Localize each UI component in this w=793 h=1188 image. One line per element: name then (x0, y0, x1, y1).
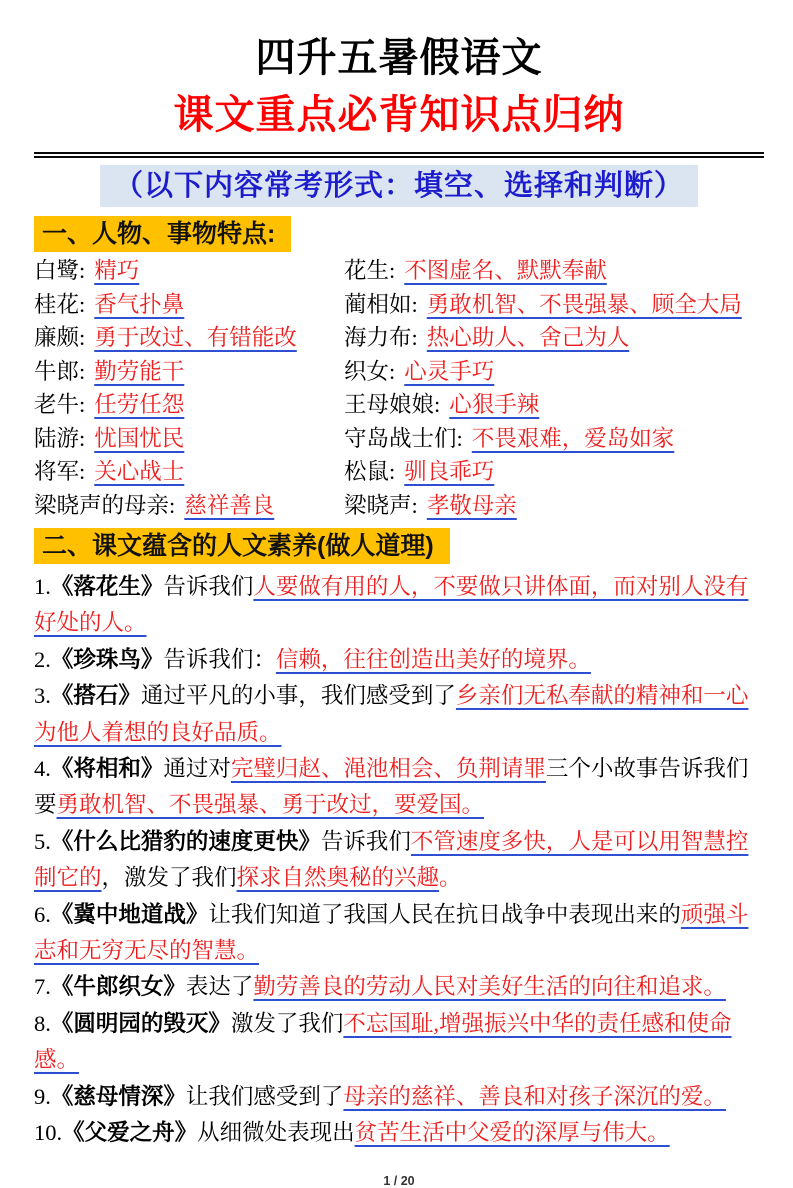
trait-label: 织女: (344, 358, 396, 384)
text-segment: 8. (34, 1010, 51, 1036)
text-segment: 9. (34, 1083, 51, 1109)
trait-value: 心灵手巧 (404, 358, 495, 384)
text-segment: 勇敢机智、不畏强暴、勇于改过，要爱国。 (56, 792, 485, 818)
trait-left-cell (34, 388, 344, 422)
trait-left-cell (34, 422, 344, 456)
trait-label: 梁晓声的母亲: (34, 492, 176, 518)
text-segment: 《什么比猎豹的速度更快》 (50, 828, 321, 854)
trait-label: 花生: (344, 258, 396, 283)
lesson-item (34, 969, 764, 1005)
trait-value: 任劳任怨 (94, 392, 185, 417)
text-segment: 顽强斗志和无穷无尽的智慧。 (34, 901, 749, 964)
trait-left-cell (34, 254, 344, 288)
text-segment: 《落花生》 (50, 574, 164, 599)
lesson-item (34, 1115, 764, 1151)
trait-right-cell (344, 254, 764, 288)
text-segment: 5. (34, 828, 51, 854)
trait-value: 慈祥善良 (184, 492, 275, 518)
trait-left-cell (34, 355, 344, 389)
lesson-item (34, 678, 764, 751)
subtitle-row (34, 165, 764, 207)
trait-right-cell (344, 388, 764, 422)
text-segment: 告诉我们 (320, 828, 411, 854)
text-segment: 《慈母情深》 (50, 1083, 186, 1109)
text-segment: 表达了 (185, 974, 254, 1000)
trait-right-cell (344, 355, 764, 389)
trait-label: 将军: (34, 459, 86, 484)
title-prefix: 四升五暑假语文 (255, 36, 543, 80)
trait-right-cell (344, 321, 764, 355)
text-segment: 激发了我们 (230, 1010, 344, 1036)
trait-value: 心狠手辣 (449, 392, 540, 417)
lesson-item (34, 642, 764, 678)
trait-label: 陆游: (34, 425, 86, 451)
text-segment: 通过平凡的小事，我们感受到了 (140, 683, 456, 709)
trait-right-cell (344, 455, 764, 489)
trait-label: 桂花: (34, 291, 86, 317)
text-segment: 从细微处表现出 (197, 1120, 355, 1146)
trait-value: 驯良乖巧 (404, 459, 495, 484)
text-segment: 探求自然奥秘的兴趣 (236, 865, 440, 891)
text-segment: 《将相和》 (50, 756, 164, 782)
trait-label: 廉颇: (34, 325, 86, 350)
exam-note-banner: （以下内容常考形式：填空、选择和判断） (100, 165, 698, 207)
trait-label: 白鹭: (34, 258, 86, 283)
text-segment: 三个小故事告诉我们要 (34, 756, 749, 818)
lesson-item (34, 569, 764, 642)
trait-left-cell (34, 455, 344, 489)
section-heading-lessons: 二、课文蕴含的人文素养(做人道理) (34, 528, 450, 564)
trait-left-cell (34, 489, 344, 523)
traits-grid (34, 254, 764, 522)
trait-label: 老牛: (34, 392, 86, 417)
trait-value: 勤劳能干 (94, 358, 185, 384)
section-heading-traits: 一、人物、事物特点: (34, 216, 291, 252)
trait-value: 忧国忧民 (94, 425, 185, 451)
text-segment: ，激发了我们 (101, 865, 237, 891)
section2-heading-row (34, 528, 764, 564)
text-segment: 告诉我们 (163, 574, 254, 599)
trait-value: 不畏艰难，爱岛如家 (471, 425, 675, 451)
lesson-item (34, 751, 764, 824)
text-segment: 6. (34, 901, 51, 927)
text-segment: 《父爱之舟》 (62, 1120, 198, 1146)
lesson-item (34, 1079, 764, 1115)
title-highlight: 课文重点必背知识点归纳 (173, 93, 625, 137)
text-segment: 不忘国耻,增强振兴中华的责任感和使命感。 (34, 1010, 732, 1073)
trait-right-cell (344, 489, 764, 523)
page-title (34, 34, 764, 158)
lesson-item (34, 1006, 764, 1079)
text-segment: 通过对 (163, 756, 231, 782)
text-segment: 贫苦生活中父爱的深厚与伟大。 (354, 1120, 670, 1146)
trait-label: 王母娘娘: (344, 392, 441, 417)
trait-label: 海力布: (344, 325, 418, 350)
lessons-list (34, 569, 764, 1152)
trait-left-cell (34, 321, 344, 355)
trait-value: 香气扑鼻 (94, 291, 185, 317)
text-segment: 3. (34, 683, 51, 709)
page-footer (34, 1174, 764, 1188)
text-segment: 《圆明园的毁灭》 (50, 1010, 231, 1036)
text-segment: 。 (439, 865, 462, 891)
trait-right-cell (344, 422, 764, 456)
trait-label: 松鼠: (344, 459, 396, 484)
text-segment: 1. (34, 574, 51, 599)
text-segment: 4. (34, 756, 51, 782)
trait-label: 蔺相如: (344, 291, 418, 317)
text-segment: 人要做有用的人，不要做只讲体面，而对别人没有好处的人。 (34, 574, 749, 636)
trait-label: 牛郎: (34, 358, 86, 384)
text-segment: 《牛郎织女》 (50, 974, 186, 1000)
text-segment: 《搭石》 (50, 683, 141, 709)
section1-heading-row (34, 216, 764, 252)
lesson-item (34, 824, 764, 897)
text-segment: 乡亲们无私奉献的精神和一心为他人着想的良好品质。 (34, 683, 749, 745)
trait-value: 关心战士 (94, 459, 185, 484)
text-segment: 完璧归赵、渑池相会、负荆请罪 (230, 756, 546, 782)
trait-value: 不图虚名、默默奉献 (404, 258, 607, 283)
text-segment: 信赖，往往创造出美好的境界。 (275, 646, 591, 672)
text-segment: 10. (34, 1120, 63, 1146)
text-segment: 告诉我们： (163, 646, 276, 672)
text-segment: 让我们感受到了 (185, 1083, 344, 1109)
lesson-item (34, 897, 764, 970)
trait-label: 守岛战士们: (344, 425, 463, 451)
trait-label: 梁晓声: (344, 492, 418, 518)
trait-value: 勇于改过、有错能改 (94, 325, 297, 350)
text-segment: 《冀中地道战》 (50, 901, 209, 927)
trait-value: 热心助人、舍己为人 (426, 325, 630, 350)
trait-left-cell (34, 288, 344, 322)
page-number: 1 / 20 (383, 1173, 415, 1188)
trait-value: 孝敬母亲 (426, 492, 517, 518)
text-segment: 让我们知道了我国人民在抗日战争中表现出来的 (208, 901, 681, 927)
text-segment: 勤劳善良的劳动人民对美好生活的向往和追求。 (253, 974, 726, 1000)
text-segment: 《珍珠鸟》 (50, 646, 164, 672)
text-segment: 不管速度多快，人是可以用智慧控制它的 (34, 828, 749, 891)
text-segment: 母亲的慈祥、善良和对孩子深沉的爱。 (343, 1083, 726, 1109)
trait-right-cell (344, 288, 764, 322)
text-segment: 7. (34, 974, 51, 1000)
text-segment: 2. (34, 646, 51, 672)
trait-value: 勇敢机智、不畏强暴、顾全大局 (426, 291, 742, 317)
trait-value: 精巧 (94, 258, 140, 283)
